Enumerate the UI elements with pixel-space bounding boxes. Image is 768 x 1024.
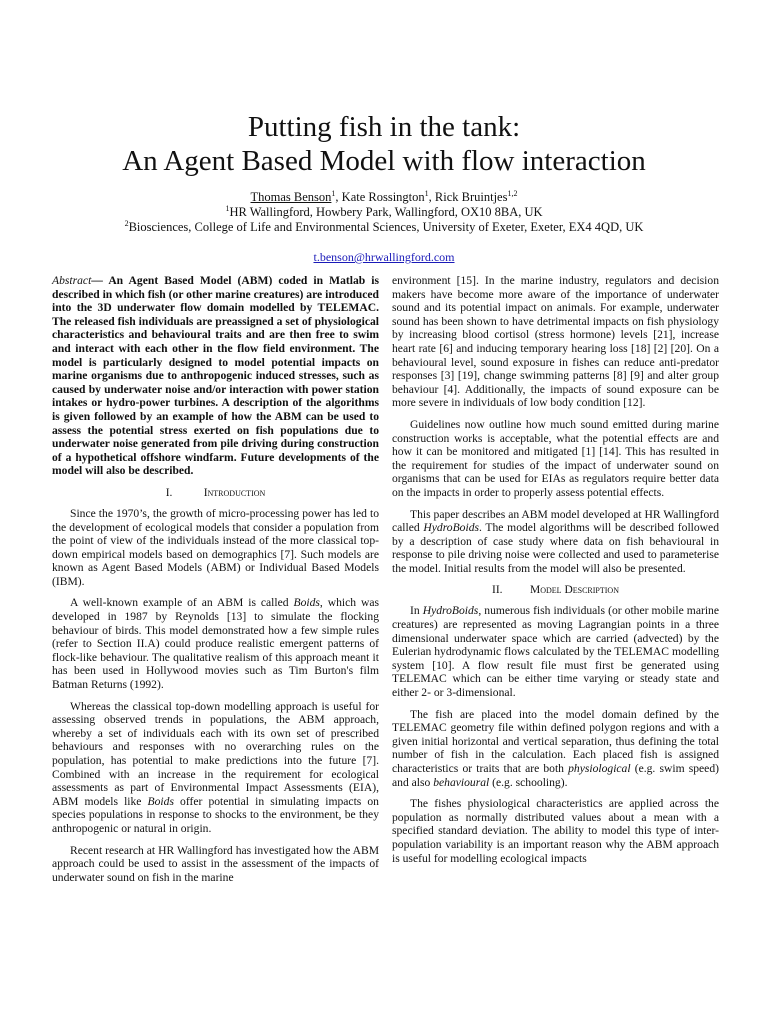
text-run: , numerous fish individuals (or other mobile marine creatures) are represented as moving Lagrangian points in a three dimensional underwater space which are carried (advected) by the Eulerian hydrodynamic flows calculated by the TELEMAC modelling system [10]. A flow result file must first be generated using TELEMAC which can be either time varying or steady state and either 2- or 3-dimensional. xyxy=(392,604,719,700)
emphasis: HydroBoids xyxy=(423,521,480,535)
section-title: Introduction xyxy=(203,486,266,499)
section-heading-model-description xyxy=(392,583,719,597)
intro-paragraph-1: Since the 1970’s, the growth of micro-processing power has led to the development of ecological models that consider a population from the point of view of the individuals instead of the more classical top-down empirical models based on demographics [7]. Such models are known as Agent Based Models (ABM) or Individual Based Models (IBM). xyxy=(52,506,379,588)
text-run: (e.g. swim speed) and also xyxy=(392,762,719,789)
author-list xyxy=(40,190,728,205)
title-line-1: Putting fish in the tank: xyxy=(247,111,521,143)
affiliation-1 xyxy=(40,205,728,220)
text-run: The fish are placed into the model domain defined by the TELEMAC geometry file within defined polygon regions and with a given initial horizontal and vertical separation, thus defining the total number of fish in the calculation. Each placed fish is assigned characteristics or traits that are both xyxy=(392,707,719,775)
author-2: , Kate Rossington xyxy=(335,190,425,204)
title-line-2: An Agent Based Model with flow interaction xyxy=(122,145,646,177)
section-number: I. xyxy=(165,486,173,499)
intro-paragraph-5: Guidelines now outline how much sound emitted during marine construction works is acceptable, what the potential effects are and how it can be monitored and mitigated [1] [14]. This has resulted in the requirement for studies of the impact of underwater sound on organisms that can be used for EIAs as regulators require better data on the impacts in order to properly assess potential effects. xyxy=(392,417,719,499)
left-column xyxy=(52,274,379,892)
model-paragraph-1 xyxy=(392,604,719,699)
emphasis: Boids xyxy=(147,794,174,808)
affiliation-2-sup: 2 xyxy=(124,218,129,228)
model-paragraph-2 xyxy=(392,708,719,790)
text-run: In xyxy=(410,604,423,618)
affiliation-1-sup: 1 xyxy=(225,203,230,213)
author-3: , Rick Bruintjes xyxy=(428,190,508,204)
text-run: offer potential in simulating impacts on species populations in response to shocks to the environment, be they anthropogenic or natural in origin. xyxy=(52,794,379,835)
affiliation-2 xyxy=(40,220,728,235)
text-run: This paper describes an ABM model developed at HR Wallingford called xyxy=(392,507,719,535)
author-2-sup: 1 xyxy=(424,188,429,198)
intro-paragraph-6 xyxy=(392,508,719,576)
emphasis: HydroBoids xyxy=(422,604,479,618)
text-run: (e.g. schooling). xyxy=(489,775,568,789)
author-email-link[interactable]: t.benson@hrwallingford.com xyxy=(313,250,455,264)
author-1: Thomas Benson xyxy=(250,190,332,204)
text-run: , which was developed in 1987 by Reynolds [13] to simulate the flocking behaviour of birds. This model demonstrated how a few simple rules (refer to Section II.A) could produce realistic emergent patterns of flock-like behaviour. The qualitative realism of this approach meant it has been used in Hollywood movies such as Tim Burton's film Batman Returns (1992). xyxy=(52,596,379,692)
text-run: . The model algorithms will be described followed by a description of case study where data on fish behavioural in response to pile driving noise were collected and used to parameterise the model. Initial results from the model will also be presented. xyxy=(392,521,719,575)
intro-paragraph-2 xyxy=(52,596,379,691)
intro-paragraph-4-continued: environment [15]. In the marine industry, regulators and decision makers have become more aware of the importance of underwater sound and its potential impact on animals. For example, underwater sound has been shown to have detrimental impacts on fish physiology by increasing blood cortisol (stress hormone) levels [21], increase heart rate [6] and inducing temporary hearing loss [18] [2] [20]. On a behavioural level, sound exposure in fishes can reduce anti-predator responses [3] [19], change swimming patterns [8] [9] and alter group behaviour [4]. Additionally, the impacts of sound exposure can be more severe in individuals of low body condition [12]. xyxy=(392,274,719,410)
abstract-label: Abstract xyxy=(52,274,92,287)
emphasis: behavioural xyxy=(433,775,490,789)
intro-paragraph-3 xyxy=(52,700,379,836)
author-3-sup: 1,2 xyxy=(507,188,518,198)
title-block xyxy=(40,110,728,265)
right-column xyxy=(392,274,719,873)
text-run: A well-known example of an ABM is called xyxy=(70,596,294,610)
abstract-dash: — xyxy=(91,274,109,287)
model-paragraph-3: The fishes physiological characteristics are applied across the population as normally distributed values about a mean with a specified standard deviation. The ability to model this type of inter-population variability is an important reason why the ABM approach is useful for modelling ecological impacts xyxy=(392,797,719,865)
paper-title xyxy=(40,110,728,178)
text-run: Whereas the classical top-down modelling approach is useful for assessing observed trends in populations, the ABM approach, whereby a set of individuals each with its own set of prescribed behaviours and responses with no overarching rules on the population, has potential to make predictions into the future [7]. Combined with an increase in the requirement for ecological assessments as part of Environmental Impact Assessments (EIA), ABM models like xyxy=(52,699,379,808)
section-heading-introduction xyxy=(52,486,379,500)
emphasis: Boids xyxy=(293,596,320,610)
emphasis: physiological xyxy=(568,762,631,775)
abstract-text: An Agent Based Model (ABM) coded in Matlab is described in which fish (or other marine creatures) are introduced into the 3D underwater flow domain modelled by TELEMAC. The released fish individuals are preassigned a set of physiological characteristics and behavioural traits and are then free to swim and interact with each other in the flow field environment. The model is particularly designed to model potential impacts on marine organisms due to anthropogenic induced stresses, such as caused by underwater noise and/or interaction with power station intakes or hydro-power turbines. A description of the algorithms is given followed by an example of how the ABM can be used to assess the potential stress exerted on fish populations due to underwater noise generated from pile driving during construction of a hypothetical offshore windfarm. Future developments of the model will also be described. xyxy=(52,274,379,478)
section-title: Model Description xyxy=(530,584,619,597)
affiliation-2-text: Biosciences, College of Life and Environmental Sciences, University of Exeter, Exeter, EX4 4QD, UK xyxy=(128,220,644,234)
affiliation-1-text: HR Wallingford, Howbery Park, Wallingford, OX10 8BA, UK xyxy=(229,205,543,219)
section-number: II. xyxy=(492,584,503,597)
author-1-sup: 1 xyxy=(331,188,336,198)
intro-paragraph-4: Recent research at HR Wallingford has investigated how the ABM approach could be used to assist in the assessment of the impacts of underwater sound on fish in the marine xyxy=(52,843,379,884)
abstract xyxy=(52,274,379,478)
